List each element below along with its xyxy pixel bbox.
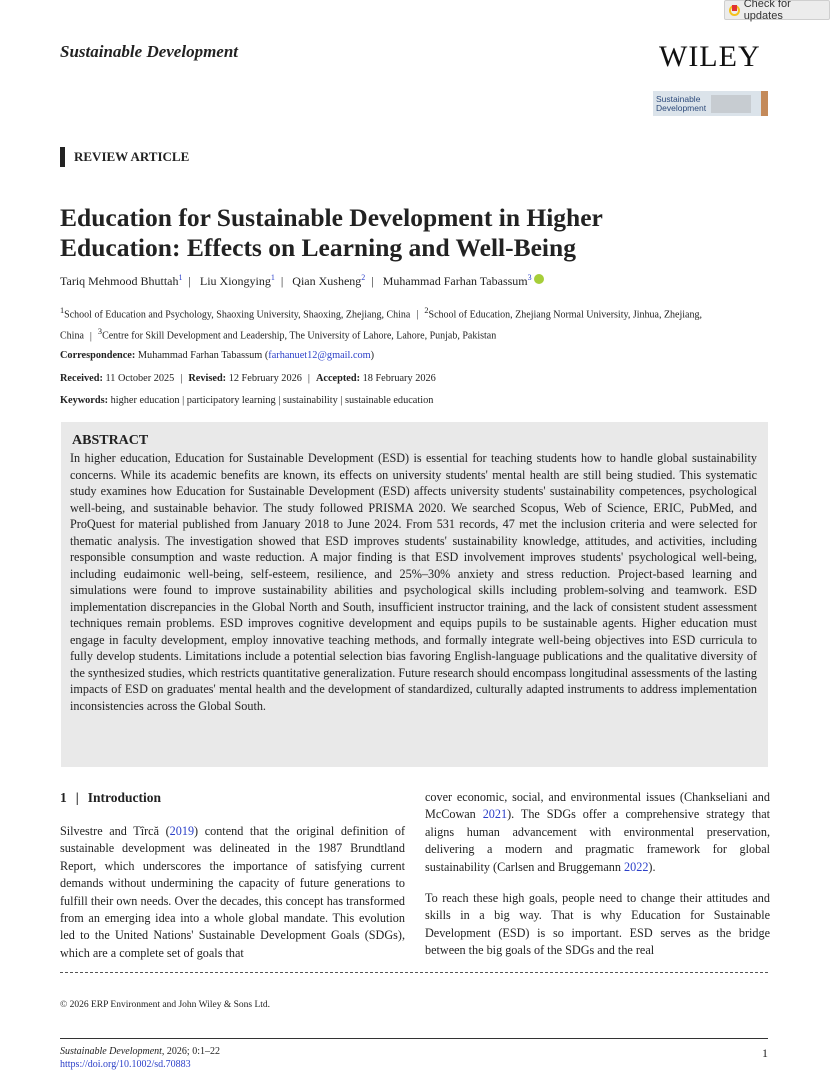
- separator: |: [188, 274, 191, 288]
- revised-label: Revised:: [188, 373, 227, 384]
- body-text: ). The SDGs offer a comprehensive strategy that aligns human advancement with environmental preservation, delivering a modern and pragmatic framework for global sustainability (Carlsen and Bruggemann: [425, 807, 770, 874]
- keywords-label: Keywords:: [60, 395, 109, 406]
- journal-logo-text: Sustainable Development: [656, 93, 707, 113]
- doi-link[interactable]: https://doi.org/10.1002/sd.70883: [60, 1059, 191, 1070]
- right-column: [425, 789, 770, 974]
- section-number: 1: [60, 790, 67, 805]
- abstract-box: [61, 422, 768, 767]
- affiliation-ref[interactable]: 2: [361, 273, 366, 282]
- footer-volume: , 2026; 0:1–22: [161, 1046, 220, 1057]
- body-paragraph: [425, 890, 770, 960]
- article-type: REVIEW ARTICLE: [60, 147, 189, 167]
- affiliation: Centre for Skill Development and Leadership, The University of Lahore, Lahore, Punjab, Pakistan: [102, 330, 497, 342]
- affiliation-ref[interactable]: 1: [178, 273, 183, 282]
- affiliation-number: 1: [60, 306, 65, 315]
- citation-link[interactable]: 2022: [624, 859, 649, 874]
- received-label: Received:: [60, 373, 103, 384]
- keyword[interactable]: sustainable education: [345, 395, 434, 406]
- affiliation-ref[interactable]: 3: [527, 273, 532, 282]
- body-text: Silvestre and Tîrcă (: [60, 824, 170, 838]
- check-for-updates-button[interactable]: [724, 0, 830, 20]
- article-title: Education for Sustainable Development in Higher Education: Effects on Learning and Well-Being: [60, 203, 603, 262]
- article-dates: [60, 373, 436, 384]
- separator: |: [371, 274, 374, 288]
- separator: |: [280, 274, 284, 288]
- left-column: [60, 823, 405, 976]
- affiliation: School of Education, Zhejiang Normal University, Jinhua, Zhejiang, China: [60, 309, 702, 342]
- section-heading: [60, 790, 161, 806]
- journal-logo-image: [711, 95, 751, 113]
- keyword[interactable]: higher education: [110, 395, 180, 406]
- abstract-heading: ABSTRACT: [72, 433, 149, 448]
- citation-link[interactable]: 2021: [482, 807, 508, 822]
- journal-logo: [653, 91, 768, 116]
- footer-citation: [60, 1046, 220, 1057]
- correspondence-label: Correspondence:: [60, 350, 136, 361]
- footer-divider: [60, 1038, 768, 1039]
- author[interactable]: [383, 274, 532, 288]
- crossmark-icon: [729, 5, 740, 16]
- citation-link[interactable]: 2019: [169, 824, 195, 838]
- correspondence-name: Muhammad Farhan Tabassum: [137, 350, 263, 361]
- abstract-text: In higher education, Education for Sustainable Development (ESD) is essential for teaching students how to handle global sustainability concerns. While its academic benefits are known, its effects on university students' mental health are still being studied. This systematic study examines how Education for Sustainable Development (ESD) affects university students' sustainability competences, psychological well-being, and sustainable behavior. The study followed PRISMA 2020. We searched Scopus, Web of Science, ERIC, PubMed, and ProQuest for material published from January 2018 to June 2024. From 531 records, 47 met the inclusion criteria and were selected for thematic analysis. The investigation showed that ESD improves students' sustainability knowledge, attitudes, and activities, including responsible consumption and waste reduction. A major finding is that ESD involvement improves students' psychological well-being, including eudaimonic well-being, self-esteem, resilience, and 25%–30% anxiety and stress reduction. Project-based learning and simulations were found to improve sustainability abilities and psychological skills including problem-solving and teamwork. ESD implementation discrepancies in the Global North and South, insufficient instructor training, and the lack of consistent student assessment techniques remain problems. ESD improves cognitive development and equips pupils to be sustainable agents. Higher education must engage in faculty development, employ innovative teaching methods, and formally integrate well-being objectives into ESD curricula to fully develop students. Limitations include a potential selection bias favoring English-language publications and the qualitative diversity of the synthesized studies, which restricts quantitative generalization. Future research should encompass longitudinal assessments of the lasting impacts of ESD on graduates' mental health and the development of standardized, culturally adapted instruments to address implementation inconsistencies across the Global South.: [70, 451, 757, 713]
- correspondence: Correspondence: Muhammad Farhan Tabassum (farhanuet12@gmail.com): [60, 350, 375, 361]
- body-text: ) contend that the original definition of sustainable development was delineated in the 1987 Brundtland Report, which underscores the importance of satisfying current demands without undermining the capacity of future generations to fulfill their own needs. Over the decades, this concept has transformed from an emerging idea into a whole global mandate. This evolution led to the United Nations' Sustainable Development Goals (SDGs), which are a complete set of goals that: [60, 824, 405, 960]
- author-name: Qian Xusheng: [292, 274, 362, 288]
- separator: |: [416, 309, 419, 321]
- body-text: ).: [648, 859, 656, 874]
- footer-doi: [60, 1059, 191, 1070]
- author[interactable]: [200, 274, 275, 288]
- body-paragraph: [60, 823, 405, 962]
- footer-journal: Sustainable Development: [60, 1046, 162, 1057]
- author[interactable]: [60, 274, 182, 288]
- revised-date: 12 February 2026: [228, 373, 302, 384]
- body-text: To reach these high goals, people need to change their attitudes and skills in a big way. That is why Education for Sustainable Development (ESD) is so important. ESD serves as the bridge between the big goals of the SDGs and the real: [425, 891, 770, 958]
- affiliation: School of Education and Psychology, Shaoxing University, Shaoxing, Zhejiang, China: [64, 309, 411, 321]
- received-date: 11 October 2025: [105, 373, 175, 384]
- separator: |: [307, 373, 310, 384]
- keyword[interactable]: sustainability: [282, 395, 338, 406]
- section-title: Introduction: [87, 790, 162, 805]
- separator: |: [180, 373, 183, 384]
- affiliation-number: 3: [97, 327, 103, 337]
- orcid-icon[interactable]: [534, 274, 544, 284]
- keyword[interactable]: participatory learning: [186, 395, 276, 406]
- check-for-updates-label: Check for updates: [743, 0, 791, 22]
- accepted-date: 18 February 2026: [362, 373, 436, 384]
- journal-cover-strip: [761, 91, 768, 116]
- author-name: Liu Xiongying: [199, 274, 271, 288]
- author[interactable]: [292, 274, 365, 288]
- keywords: Keywords: higher education | participatory learning | sustainability | sustainable education: [60, 395, 434, 406]
- correspondence-email-link[interactable]: farhanuet12@gmail.com: [268, 350, 371, 361]
- author-list: [60, 273, 544, 289]
- affiliation-ref[interactable]: 1: [270, 273, 275, 282]
- body-paragraph: [425, 789, 770, 876]
- affiliation-number: 2: [424, 306, 429, 315]
- body-text: cover economic, social, and environmental issues (Chankseliani and McCowan: [425, 790, 770, 822]
- publisher-logo: WILEY: [659, 40, 761, 73]
- page-number: 1: [762, 1046, 768, 1060]
- separator: |: [89, 330, 92, 342]
- journal-name: Sustainable Development: [60, 42, 239, 61]
- separator: |: [75, 790, 79, 805]
- author-name: Muhammad Farhan Tabassum: [382, 274, 528, 288]
- copyright: © 2026 ERP Environment and John Wiley & Sons Ltd.: [60, 1000, 271, 1010]
- accepted-label: Accepted:: [315, 373, 360, 384]
- author-name: Tariq Mehmood Bhuttah: [60, 274, 179, 288]
- footnote-divider: [60, 972, 768, 973]
- affiliations: [60, 302, 720, 345]
